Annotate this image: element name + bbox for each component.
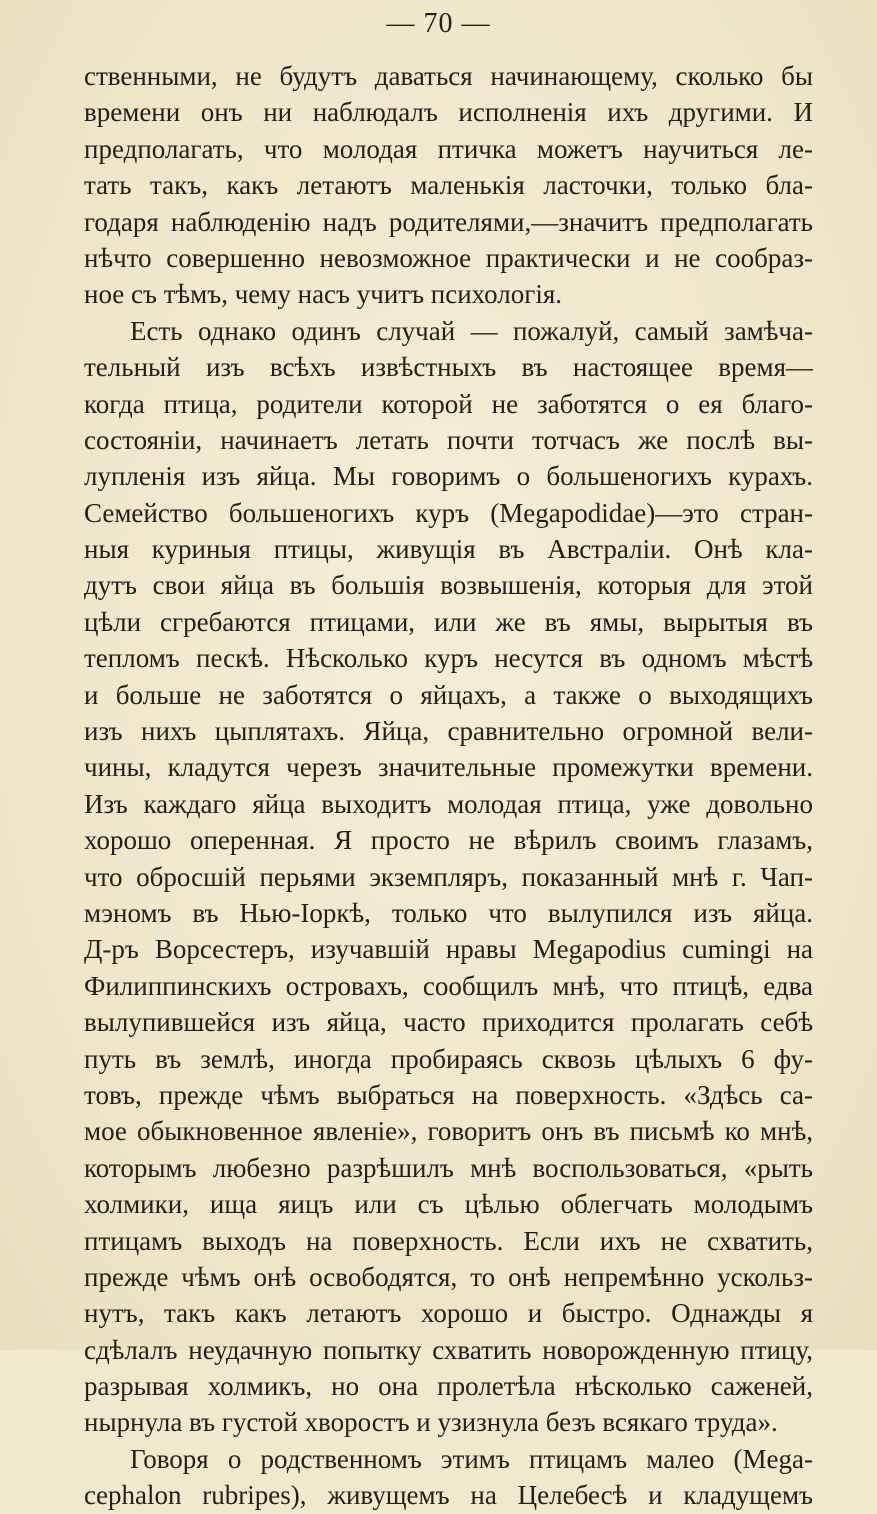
text-line: лупленія изъ яйца. Мы говоримъ о большеногихъ курахъ. (84, 461, 813, 492)
text-line: cephalon rubripes), живущемъ на Целебесѣ и кладущемъ (84, 1480, 813, 1511)
text-line: тельный изъ всѣхъ извѣстныхъ въ настоящее время— (84, 352, 813, 383)
text-line: которымъ любезно разрѣшилъ мнѣ воспользоваться, «рыть (84, 1152, 813, 1183)
text-line: нѣчто совершенно невозможное практически и не сообраз- (84, 242, 813, 273)
text-line: прежде чѣмъ онѣ освободятся, то онѣ непремѣнно ускольз- (84, 1261, 813, 1292)
text-line: времени онъ ни наблюдалъ исполненія ихъ другими. И (84, 97, 813, 128)
text-line: когда птица, родители которой не заботятся о ея благо- (84, 388, 813, 419)
text-line: предполагать, что молодая птичка можетъ научиться ле- (84, 133, 813, 164)
text-line: цѣли сгребаются птицами, или же въ ямы, вырытыя въ (84, 606, 813, 637)
text-line: дутъ свои яйца въ большія возвышенія, которыя для этой (84, 570, 813, 601)
text-line: путь въ землѣ, иногда пробираясь сквозь цѣлыхъ 6 фу- (84, 1043, 813, 1074)
text-line: нутъ, такъ какъ летаютъ хорошо и быстро. Однажды я (84, 1298, 813, 1329)
text-line: мэномъ въ Нью-Іоркѣ, только что вылупился изъ яйца. (84, 897, 813, 928)
text-line: мое обыкновенное явленіе», говоритъ онъ въ письмѣ ко мнѣ, (84, 1116, 813, 1147)
text-line: Семейство большеногихъ куръ (Megapodidae)—это стран- (84, 497, 813, 528)
paragraph-start-line: Есть однако одинъ случай — пожалуй, самый замѣча- (130, 315, 813, 346)
text-line: ныя куриныя птицы, живущія въ Австраліи. Онѣ кла- (84, 534, 813, 565)
text-line: товъ, прежде чѣмъ выбраться на поверхность. «Здѣсь са- (84, 1079, 813, 1110)
text-line: годаря наблюденію надъ родителями,—значитъ предполагать (84, 206, 813, 237)
text-line: ное съ тѣмъ, чему насъ учитъ психологія. (84, 279, 562, 310)
text-line: вылупившейся изъ яйца, часто приходится пролагать себѣ (84, 1007, 813, 1038)
text-line: изъ нихъ цыплятахъ. Яйца, сравнительно огромной вели- (84, 716, 813, 747)
page-number: — 70 — (386, 8, 491, 39)
body-text (84, 58, 813, 1514)
text-line: разрывая холмикъ, но она пролетѣла нѣсколько саженей, (84, 1371, 813, 1402)
text-line: птицамъ выходъ на поверхность. Если ихъ не схватить, (84, 1225, 813, 1256)
text-line: что обросшій перьями экземпляръ, показанный мнѣ г. Чап- (84, 861, 813, 892)
text-line: Изъ каждаго яйца выходитъ молодая птица, уже довольно (84, 788, 813, 819)
text-line: и больше не заботятся о яйцахъ, а также о выходящихъ (84, 679, 813, 710)
text-line: состояніи, начинаетъ летать почти тотчасъ же послѣ вы- (84, 424, 813, 455)
text-line: Филиппинскихъ островахъ, сообщилъ мнѣ, что птицѣ, едва (84, 970, 813, 1001)
text-line: хорошо оперенная. Я просто не вѣрилъ своимъ глазамъ, (84, 825, 813, 856)
text-line: тепломъ пескѣ. Нѣсколько куръ несутся въ одномъ мѣстѣ (84, 643, 813, 674)
text-line: тать такъ, какъ летаютъ маленькія ласточки, только бла- (84, 170, 813, 201)
text-line: ственными, не будутъ даваться начинающему, сколько бы (84, 61, 813, 91)
text-line: холмики, ища яицъ или съ цѣлью облегчать молодымъ (84, 1189, 813, 1220)
text-line: Д-ръ Ворсестеръ, изучавшій нравы Megapodius cumingi на (84, 934, 813, 965)
paragraph-start-line: Говоря о родственномъ этимъ птицамъ малео (Mega- (130, 1443, 813, 1474)
text-line: чины, кладутся черезъ значительные промежутки времени. (84, 752, 813, 783)
text-line: нырнула въ густой хворостъ и узизнула безъ всякаго труда». (84, 1407, 778, 1438)
text-line: сдѣлалъ неудачную попытку схватить новорожденную птицу, (84, 1334, 813, 1365)
